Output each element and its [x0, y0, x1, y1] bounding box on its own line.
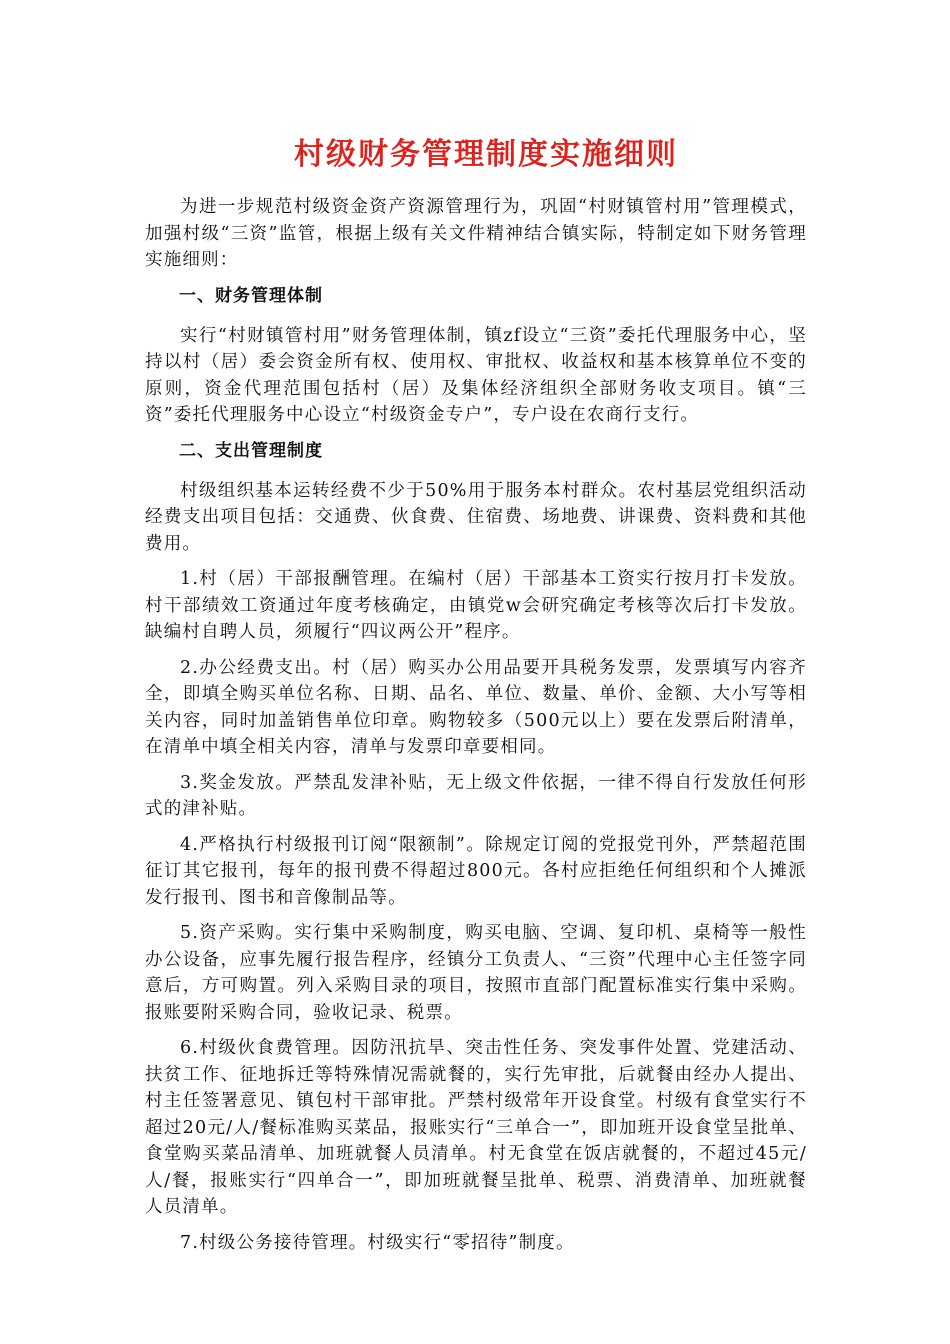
clause-1-paragraph: 1.村（居）干部报酬管理。在编村（居）干部基本工资实行按月打卡发放。村干部绩效工资通过年度考核确定，由镇党w会研究确定考核等次后打卡发放。缺编村自聘人员，须履行“四议两公开”程序。 — [145, 569, 807, 642]
section-paragraph: 实行“村财镇管村用”财务管理体制，镇zf设立“三资”委托代理服务中心，坚持以村（居）委会资金所有权、使用权、审批权、收益权和基本核算单位不变的原则，资金代理范围包括村（居）及集体经济组织全部财务收支项目。镇“三资”委托代理服务中心设立“村级资金专户”，专户设在农商行支行。 — [145, 325, 807, 425]
clause-7-paragraph: 7.村级公务接待管理。村级实行“零招待”制度。 — [180, 1232, 575, 1253]
section-1 — [145, 283, 807, 429]
clause-6-paragraph: 6.村级伙食费管理。因防汛抗旱、突击性任务、突发事件处置、党建活动、扶贫工作、征地拆迁等特殊情况需就餐的，实行先审批，后就餐由经办人提出、村主任签署意见、镇包村干部审批。严禁村级常年开设食堂。村级有食堂实行不超过20元/人/餐标准购买菜品，报账实行“三单合一”，即加班开设食堂呈批单、食堂购买菜品清单、加班就餐人员清单。村无食堂在饭店就餐的，不超过45元/人/餐，报账实行“四单合一”，即加班就餐呈批单、税票、消费清单、加班就餐人员清单。 — [145, 1038, 807, 1217]
document-page — [145, 128, 807, 1265]
intro-paragraph: 为进一步规范村级资金资产资源管理行为，巩固“村财镇管村用”管理模式，加强村级“三资”监管，根据上级有关文件精神结合镇实际，特制定如下财务管理实施细则： — [145, 197, 807, 270]
section-heading: 一、财务管理体制 — [179, 285, 323, 306]
section-heading: 二、支出管理制度 — [179, 440, 323, 461]
clause-2-paragraph: 2.办公经费支出。村（居）购买办公用品要开具税务发票，发票填写内容齐全，即填全购买单位名称、日期、品名、单位、数量、单价、金额、大小写等相关内容，同时加盖销售单位印章。购物较多（500元以上）要在发票后附清单，在清单中填全相关内容，清单与发票印章要相同。 — [145, 657, 807, 757]
section-paragraph: 村级组织基本运转经费不少于50%用于服务本村群众。农村基层党组织活动经费支出项目包括：交通费、伙食费、住宿费、场地费、讲课费、资料费和其他费用。 — [145, 480, 807, 554]
clause-5-paragraph: 5.资产采购。实行集中采购制度，购买电脑、空调、复印机、桌椅等一般性办公设备，应事先履行报告程序，经镇分工负责人、“三资”代理中心主任签字同意后，方可购置。列入采购目录的项目，按照市直部门配置标准实行集中采购。报账要附采购合同，验收记录、税票。 — [145, 923, 807, 1023]
document-title: 村级财务管理制度实施细则 — [294, 137, 678, 172]
clause-4-paragraph: 4.严格执行村级报刊订阅“限额制”。除规定订阅的党报党刊外，严禁超范围征订其它报刊，每年的报刊费不得超过800元。各村应拒绝任何组织和个人摊派发行报刊、图书和音像制品等。 — [145, 834, 807, 908]
section-2 — [145, 438, 807, 1257]
clause-3-paragraph: 3.奖金发放。严禁乱发津补贴，无上级文件依据，一律不得自行发放任何形式的津补贴。 — [145, 772, 807, 819]
